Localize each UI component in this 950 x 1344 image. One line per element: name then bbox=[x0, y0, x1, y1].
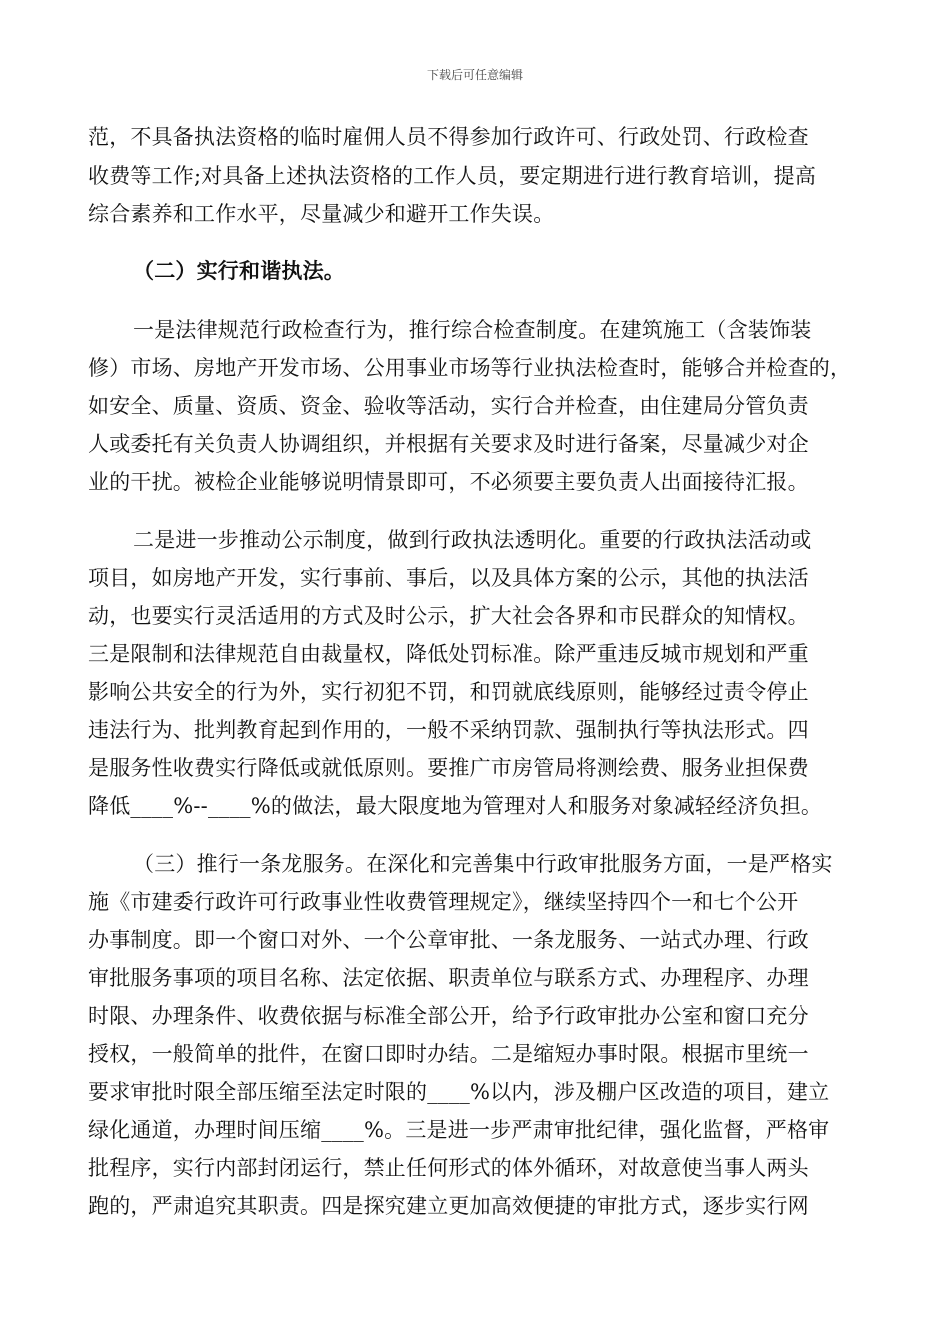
body-line: 项目，如房地产开发，实行事前、事后，以及具体方案的公示，其他的执法活 bbox=[88, 566, 809, 590]
body-line: 修）市场、房地产开发市场、公用事业市场等行业执法检查时，能够合并检查的， bbox=[88, 356, 852, 380]
body-line: 三是限制和法律规范自由裁量权，降低处罚标准。除严重违反城市规划和严重 bbox=[88, 642, 809, 666]
body-line: 违法行为、批判教育起到作用的，一般不采纳罚款、强制执行等执法形式。四 bbox=[88, 718, 809, 742]
page-header: 下载后可任意编辑 bbox=[426, 68, 523, 82]
body-line: 要求审批时限全部压缩至法定时限的____%以内，涉及棚户区改造的项目，建立 bbox=[88, 1080, 830, 1104]
body-line: 时限、办理条件、收费依据与标准全部公开，给予行政审批办公室和窗口充分 bbox=[88, 1004, 809, 1028]
section-heading: （二）实行和谐执法。 bbox=[133, 258, 345, 283]
body-line: 人或委托有关负责人协调组织，并根据有关要求及时进行备案，尽量减少对企 bbox=[88, 432, 809, 456]
body-line: 收费等工作;对具备上述执法资格的工作人员，要定期进行进行教育培训，提高 bbox=[88, 164, 817, 188]
body-line: 影响公共安全的行为外，实行初犯不罚，和罚就底线原则，能够经过责令停止 bbox=[88, 680, 809, 704]
body-line: 是服务性收费实行降低或就低原则。要推广市房管局将测绘费、服务业担保费 bbox=[88, 756, 809, 780]
body-line: 办事制度。即一个窗口对外、一个公章审批、一条龙服务、一站式办理、行政 bbox=[88, 928, 809, 952]
body-line: 批程序，实行内部封闭运行，禁止任何形式的体外循环，对故意使当事人两头 bbox=[88, 1156, 809, 1180]
body-line: 降低____%--____%的做法，最大限度地为管理对人和服务对象减轻经济负担。 bbox=[88, 794, 823, 818]
body-line: 审批服务事项的项目名称、法定依据、职责单位与联系方式、办理程序、办理 bbox=[88, 966, 809, 990]
body-line: 跑的，严肃追究其职责。四是探究建立更加高效便捷的审批方式，逐步实行网 bbox=[88, 1194, 809, 1218]
body-line: 业的干扰。被检企业能够说明情景即可，不必须要主要负责人出面接待汇报。 bbox=[88, 470, 809, 494]
body-line: 范，不具备执法资格的临时雇佣人员不得参加行政许可、行政处罚、行政检查 bbox=[88, 125, 809, 149]
body-line: 施《市建委行政许可行政事业性收费管理规定》，继续坚持四个一和七个公开 bbox=[88, 890, 799, 914]
body-line: 绿化通道，办理时间压缩____%。三是进一步严肃审批纪律，强化监督，严格审 bbox=[88, 1118, 830, 1142]
paragraph-first-line: 二是进一步推动公示制度，做到行政执法透明化。重要的行政执法活动或 bbox=[133, 528, 812, 552]
body-line: 授权，一般简单的批件，在窗口即时办结。二是缩短办事时限。根据市里统一 bbox=[88, 1042, 809, 1066]
body-line: 动，也要实行灵活适用的方式及时公示，扩大社会各界和市民群众的知情权。 bbox=[88, 604, 809, 628]
body-line: 综合素养和工作水平，尽量减少和避开工作失误。 bbox=[88, 202, 555, 226]
paragraph-first-line: （三）推行一条龙服务。在深化和完善集中行政审批服务方面，一是严格实 bbox=[133, 852, 833, 876]
body-line: 如安全、质量、资质、资金、验收等活动，实行合并检查，由住建局分管负责 bbox=[88, 394, 809, 418]
paragraph-first-line: 一是法律规范行政检查行为，推行综合检查制度。在建筑施工（含装饰装 bbox=[133, 318, 812, 342]
